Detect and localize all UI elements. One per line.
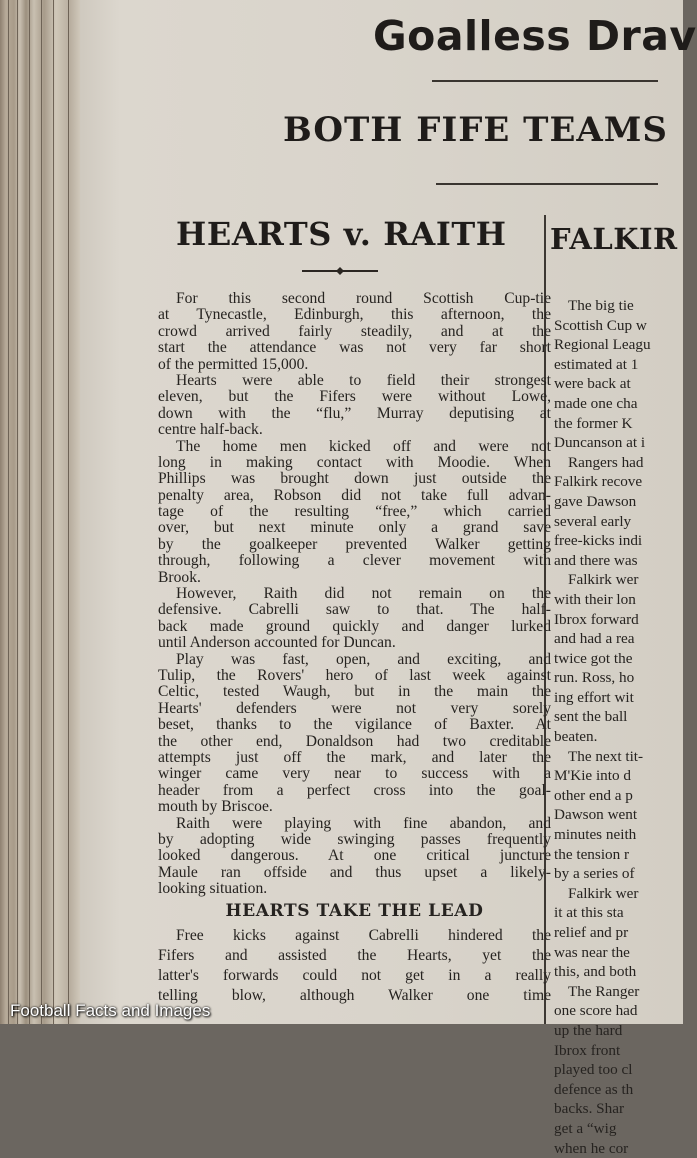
article-line: tage of the resulting “free,” which carried	[158, 503, 551, 521]
page-headline: Goalless Drav	[373, 12, 697, 60]
article-line: eleven, but the Fifers were without Lowe,	[158, 388, 551, 406]
article-line: attempts just off the mark, and later the	[158, 748, 551, 766]
right-article-line: free-kicks indi	[554, 532, 643, 550]
right-article-line: defence as th	[554, 1080, 634, 1098]
article-line: Raith were playing with fine abandon, and	[176, 814, 551, 832]
right-article-line: when he cor	[554, 1139, 629, 1157]
article-line: over, but next minute only a grand save	[158, 519, 551, 537]
right-article-line: Falkirk wer	[568, 571, 639, 589]
article-line: Hearts were able to field their strongest	[176, 371, 551, 389]
article-line: until Anderson accounted for Duncan.	[158, 634, 396, 652]
right-article-line: gave Dawson	[554, 492, 637, 510]
article-line: by the goalkeeper prevented Walker getting	[158, 535, 551, 553]
right-article-line: Scottish Cup w	[554, 316, 647, 334]
right-article-line: minutes neith	[554, 826, 637, 844]
article-body	[158, 291, 551, 1006]
newspaper-page	[80, 0, 697, 1157]
article-line: defensive. Cabrelli saw to that. The half-	[158, 601, 551, 619]
article-line: centre half-back.	[158, 421, 263, 439]
article-line: down with the “flu,” Murray deputising at	[158, 404, 551, 422]
right-article-heading: FALKIR	[550, 222, 678, 256]
article-line: mouth by Briscoe.	[158, 798, 273, 816]
right-article-line: Rangers had	[568, 453, 644, 471]
article-line: The home men kicked off and were not	[176, 437, 551, 455]
page-edge-line	[68, 0, 69, 1024]
article-line: back made ground quickly and danger lurked	[158, 617, 551, 635]
article-line: at Tynecastle, Edinburgh, this afternoon, the	[158, 306, 551, 324]
right-article-line: the former K	[554, 414, 633, 432]
article-line: beset, thanks to the vigilance of Baxter. At	[158, 716, 551, 734]
page-edge-line	[17, 0, 18, 1024]
article-line: Celtic, tested Waugh, but in the main the	[158, 683, 551, 701]
article-line: telling blow, although Walker one time	[158, 986, 551, 1004]
page-edge-line	[53, 0, 54, 1024]
article-line: of the permitted 15,000.	[158, 355, 309, 373]
article-line: start the attendance was not very far short	[158, 339, 551, 357]
article-line: latter's forwards could not get in a really	[158, 966, 551, 984]
page-edge-line	[29, 0, 30, 1024]
right-article-line: this, and both	[554, 963, 637, 981]
article-line: Free kicks against Cabrelli hindered the	[176, 926, 551, 944]
article-line: Maule ran offside and thus upset a likely-	[158, 863, 551, 881]
right-article-line: M'Kie into d	[554, 767, 631, 785]
right-article-line: relief and pr	[554, 924, 629, 941]
right-article-line: Falkirk recove	[554, 473, 643, 491]
right-article-line: Falkirk wer	[568, 884, 639, 902]
article-line: by adopting wide swinging passes frequently	[158, 830, 551, 848]
article-line: looking situation.	[158, 880, 268, 898]
watermark-text: Football Facts and Images	[10, 1001, 211, 1020]
right-article-line: up the hard	[554, 1021, 623, 1039]
right-article-line: Ibrox forward	[554, 610, 639, 628]
article-line: Phillips was brought down just outside the	[158, 470, 551, 488]
right-article-line: and had a rea	[554, 630, 635, 648]
right-article-line: several early	[554, 512, 632, 530]
right-article-line: run. Ross, ho	[554, 669, 635, 687]
right-article-line: The next tit-	[568, 747, 644, 765]
right-article-line: The Ranger	[568, 982, 640, 1000]
page-subheadline: BOTH FIFE TEAMS	[283, 110, 668, 150]
headline-rule	[432, 80, 658, 82]
article-line: Fifers and assisted the Hearts, yet the	[158, 946, 551, 964]
right-article-line: by a series of	[554, 865, 635, 883]
article-line: through, following a clever movement with	[158, 552, 551, 570]
right-article-line: made one cha	[554, 394, 638, 412]
right-article-line: estimated at 1	[554, 355, 639, 373]
right-article-line: get a “wig	[554, 1119, 617, 1137]
article-line: winger came very near to success with a	[158, 765, 551, 783]
right-article-line: Regional Leagu	[554, 336, 651, 354]
subheadline-rule	[436, 183, 658, 185]
right-article-line: backs. Shar	[554, 1100, 625, 1118]
right-article-line: it at this sta	[554, 904, 624, 922]
right-article-line: The big tie	[568, 297, 634, 314]
right-article-line: with their lon	[554, 590, 636, 608]
ornament-divider	[302, 264, 378, 278]
article-line: Tulip, the Rovers' hero of last week against	[158, 666, 551, 684]
page-edge-line	[41, 0, 42, 1024]
right-article-line: one score had	[554, 1002, 638, 1020]
right-article-line: the tension r	[554, 845, 630, 863]
right-article-line: ing effort wit	[554, 688, 634, 706]
page-edge-line	[8, 0, 9, 1024]
right-article-line: were back at	[554, 375, 631, 393]
article-line: header from a perfect cross into the goal-	[158, 781, 551, 799]
right-article-line: played too cl	[554, 1061, 633, 1079]
right-article-line: beaten.	[554, 728, 598, 746]
right-article-line: and there was	[554, 551, 638, 569]
right-article-line: Duncanson at i	[554, 434, 646, 452]
article-line: However, Raith did not remain on the	[176, 585, 551, 603]
article-line: For this second round Scottish Cup-tie	[176, 290, 551, 307]
right-article-line: twice got the	[554, 649, 633, 667]
right-article-line: was near the	[554, 943, 630, 961]
right-article-line: other end a p	[554, 786, 633, 804]
article-line: Hearts' defenders were not very sorely	[158, 699, 551, 717]
article-line: the other end, Donaldson had two creditable	[158, 732, 551, 750]
right-article-body	[554, 296, 694, 1158]
book-page-edges	[0, 0, 84, 1024]
right-article-line: Ibrox front	[554, 1041, 621, 1059]
right-article-line: sent the ball	[554, 708, 628, 726]
article-line: long in making contact with Moodie. When	[158, 453, 551, 471]
article-line: Play was fast, open, and exciting, and	[176, 650, 551, 668]
article-line: looked dangerous. At one critical juncture	[158, 847, 551, 865]
right-article-line: Dawson went	[554, 806, 638, 824]
article-line: crowd arrived fairly steadily, and at the	[158, 322, 551, 340]
article-line: Brook.	[158, 568, 201, 586]
article-subheading: HEARTS TAKE THE LEAD	[225, 901, 484, 922]
article-heading: HEARTS v. RAITH	[176, 215, 507, 253]
article-line: penalty area, Robson did not take full advan-	[158, 486, 551, 504]
